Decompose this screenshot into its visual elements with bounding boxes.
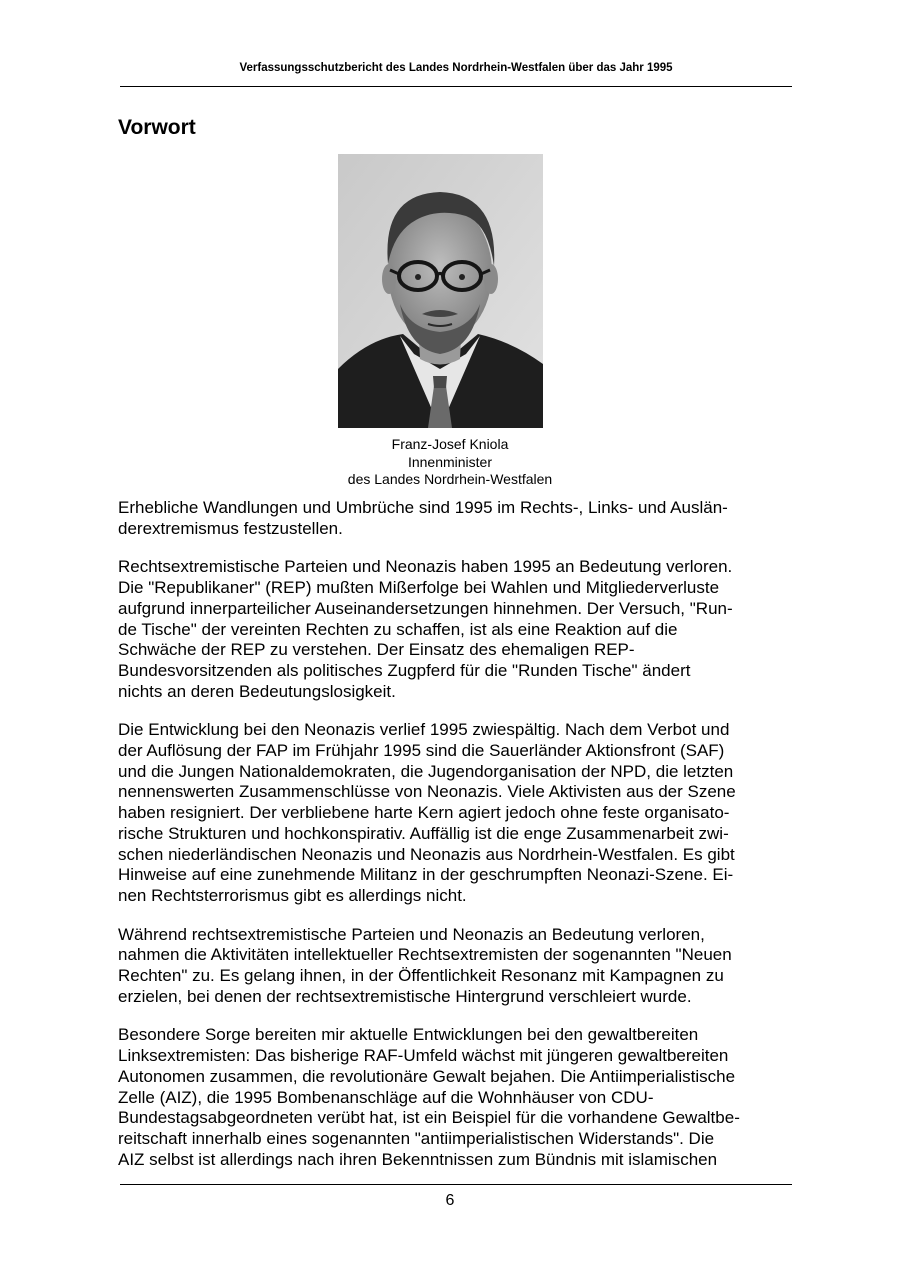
text-line: Während rechtsextremistische Parteien und Neonazis an Bedeutung verloren, <box>118 924 705 944</box>
paragraph <box>118 498 798 539</box>
paragraph <box>118 720 798 906</box>
text-line: Die Entwicklung bei den Neonazis verlief 1995 zwiespältig. Nach dem Verbot und <box>118 720 730 740</box>
text-line: Erhebliche Wandlungen und Umbrüche sind 1995 im Rechts-, Links- und Auslän- <box>118 498 728 517</box>
header-divider <box>120 86 792 87</box>
portrait-illustration <box>338 154 543 428</box>
text-line: nennenswerten Zusammenschlüsse von Neonazis. Viele Aktivisten aus der Szene <box>118 782 736 802</box>
caption-role: Innenminister <box>407 453 493 470</box>
page-number: 6 <box>445 1192 455 1209</box>
text-line: Schwäche der REP zu verstehen. Der Einsatz des ehemaligen REP- <box>118 640 635 660</box>
text-line: haben resigniert. Der verbliebene harte Kern agiert jedoch ohne feste organisato- <box>118 803 730 823</box>
text-line: nen Rechtsterrorismus gibt es allerdings nicht. <box>118 885 467 905</box>
text-line: erzielen, bei denen der rechtsextremistische Hintergrund verschleiert wurde. <box>118 986 692 1006</box>
text-line: derextremismus festzustellen. <box>118 518 343 538</box>
text-line: Autonomen zusammen, die revolutionäre Gewalt bejahen. Die Antiimperialistische <box>118 1066 736 1086</box>
text-line: aufgrund innerparteilicher Auseinandersetzungen hinnehmen. Der Versuch, "Run- <box>118 598 733 618</box>
caption-name: Franz-Josef Kniola <box>391 436 509 452</box>
footer-divider <box>120 1184 792 1185</box>
paragraph <box>118 557 798 702</box>
portrait-photo <box>338 154 543 428</box>
text-line: Rechtsextremistische Parteien und Neonazis haben 1995 an Bedeutung verloren. <box>118 557 733 577</box>
text-line: Die "Republikaner" (REP) mußten Mißerfolge bei Wahlen und Mitgliederverluste <box>118 578 720 598</box>
text-line: Linksextremisten: Das bisherige RAF-Umfeld wächst mit jüngeren gewaltbereiten <box>118 1046 729 1066</box>
text-line: AIZ selbst ist allerdings nach ihren Bekenntnissen zum Bündnis mit islamischen <box>118 1149 718 1169</box>
text-line: reitschaft innerhalb eines sogenannten "antiimperialistischen Widerstands". Die <box>118 1128 715 1148</box>
text-line: nahmen die Aktivitäten intellektueller Rechtsextremisten der sogenannten "Neuen <box>118 945 732 965</box>
text-line: de Tische" der vereinten Rechten zu schaffen, ist als eine Reaktion auf die <box>118 619 678 639</box>
text-line: Rechten" zu. Es gelang ihnen, in der Öffentlichkeit Resonanz mit Kampagnen zu <box>118 966 724 986</box>
text-line: Bundesvorsitzenden als politisches Zugpferd für die "Runden Tische" ändert <box>118 660 691 680</box>
caption-state: des Landes Nordrhein-Westfalen <box>347 471 553 487</box>
text-line: schen niederländischen Neonazis und Neonazis aus Nordrhein-Westfalen. Es gibt <box>118 844 735 864</box>
text-line: rische Strukturen und hochkonspirativ. Auffällig ist die enge Zusammenarbeit zwi- <box>118 823 729 843</box>
paragraph <box>118 925 798 1008</box>
text-line: der Auflösung der FAP im Frühjahr 1995 sind die Sauerländer Aktionsfront (SAF) <box>118 741 725 761</box>
section-title: Vorwort <box>118 116 196 139</box>
text-line: Hinweise auf eine zunehmende Militanz in der geschrumpften Neonazi-Szene. Ei- <box>118 865 734 885</box>
foreword-body <box>118 498 798 1188</box>
text-line: Besondere Sorge bereiten mir aktuelle Entwicklungen bei den gewaltbereiten <box>118 1025 699 1045</box>
portrait-caption <box>300 436 600 489</box>
paragraph <box>118 1025 798 1170</box>
text-line: Bundestagsabgeordneten verübt hat, ist ein Beispiel für die vorhandene Gewaltbe- <box>118 1108 740 1128</box>
text-line: nichts an deren Bedeutungslosigkeit. <box>118 681 396 701</box>
text-line: und die Jungen Nationaldemokraten, die Jugendorganisation der NPD, die letzten <box>118 761 734 781</box>
running-header: Verfassungsschutzbericht des Landes Nordrhein-Westfalen über das Jahr 1995 <box>239 62 673 74</box>
text-line: Zelle (AIZ), die 1995 Bombenanschläge auf die Wohnhäuser von CDU- <box>118 1087 654 1107</box>
